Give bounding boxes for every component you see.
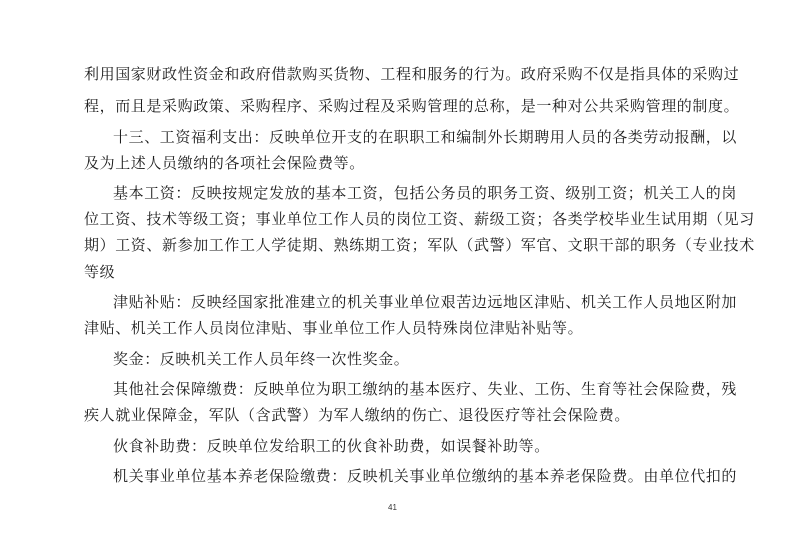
page-number: 41 xyxy=(388,503,397,512)
body-text-line: 位工资、技术等级工资；事业单位工作人员的岗位工资、薪级工资；各类学校毕业生试用期（见习 xyxy=(84,210,755,228)
item-allowances: 津贴补贴：反映经国家批准建立的机关事业单位艰苦边远地区津贴、机关工作人员地区附加 xyxy=(113,293,738,311)
body-text-line: 等级 xyxy=(84,263,116,281)
section-heading-line: 十三、工资福利支出：反映单位开支的在职职工和编制外长期聘用人员的各类劳动报酬，以 xyxy=(113,128,738,146)
body-text-line: 程，而且是采购政策、采购程序、采购过程及采购管理的总称，是一种对公共采购管理的制度。 xyxy=(84,97,740,115)
body-text-line: 津贴、机关工作人员岗位津贴、事业单位工作人员特殊岗位津贴补贴等。 xyxy=(84,319,584,337)
item-pension: 机关事业单位基本养老保险缴费：反映机关事业单位缴纳的基本养老保险费。由单位代扣的 xyxy=(113,467,738,485)
body-text-line: 利用国家财政性资金和政府借款购买货物、工程和服务的行为。政府采购不仅是指具体的采购过 xyxy=(84,65,740,83)
item-bonus: 奖金：反映机关工作人员年终一次性奖金。 xyxy=(113,350,410,368)
item-social-security: 其他社会保障缴费：反映单位为职工缴纳的基本医疗、失业、工伤、生育等社会保险费，残 xyxy=(113,380,738,398)
body-text-line: 期）工资、新参加工作工人学徒期、熟练期工资；军队（武警）军官、文职干部的职务（专业技术 xyxy=(84,236,755,254)
item-basic-salary: 基本工资：反映按规定发放的基本工资，包括公务员的职务工资、级别工资；机关工人的岗 xyxy=(113,184,738,202)
body-text-line: 及为上述人员缴纳的各项社会保险费等。 xyxy=(84,154,365,172)
body-text-line: 疾人就业保障金，军队（含武警）为军人缴纳的伤亡、退役医疗等社会保险费。 xyxy=(84,406,631,424)
item-meal-allowance: 伙食补助费：反映单位发给职工的伙食补助费，如误餐补助等。 xyxy=(113,437,550,455)
